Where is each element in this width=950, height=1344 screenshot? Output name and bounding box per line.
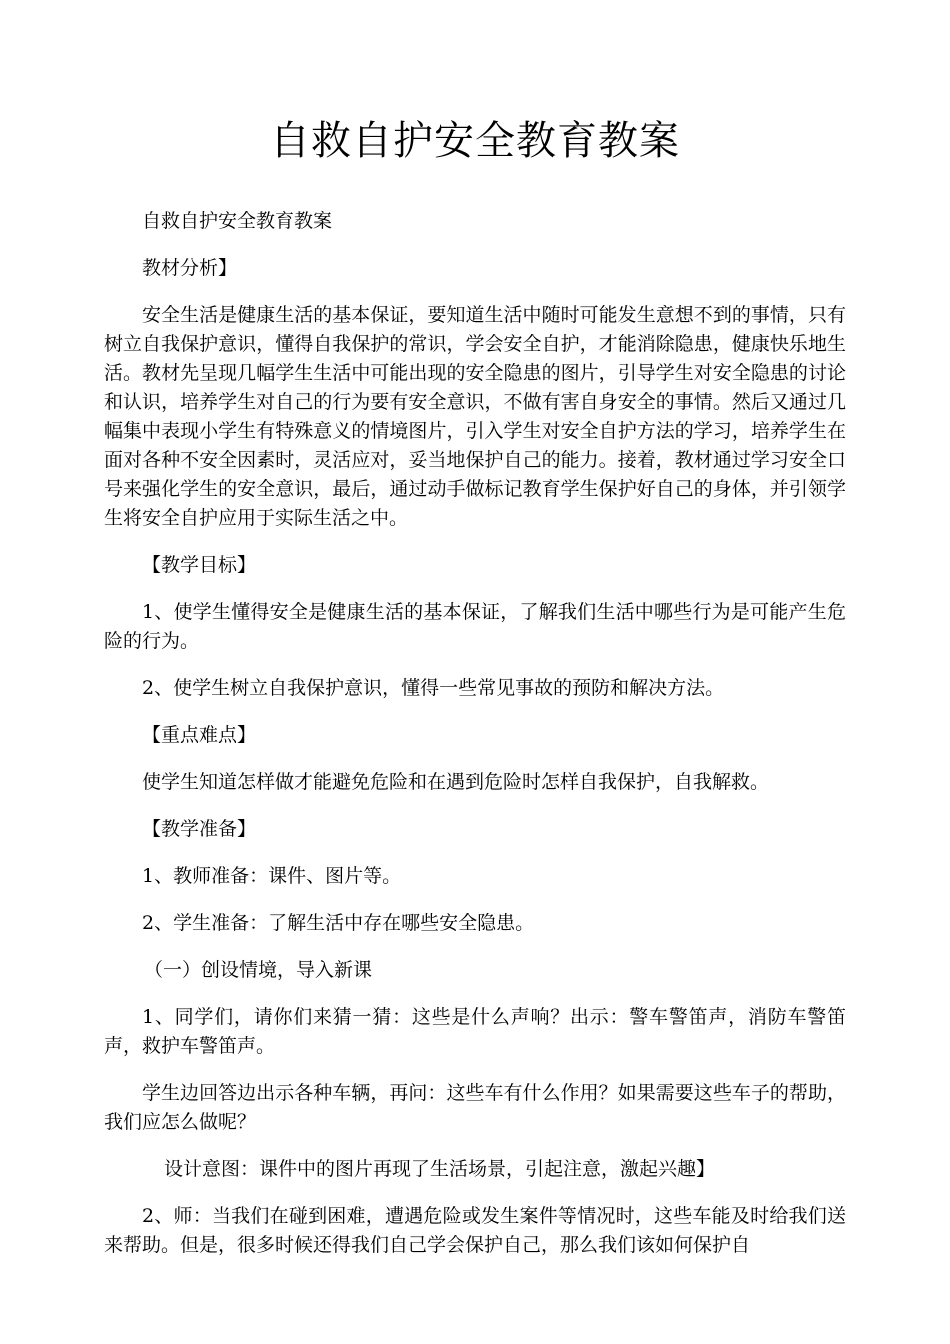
preparation-item-1: 1、教师准备：课件、图片等。 xyxy=(142,865,402,887)
document-body xyxy=(104,207,846,1260)
design-intent-note: 设计意图：课件中的图片再现了生活场景，引起注意，激起兴趣】 xyxy=(164,1158,716,1180)
preparation-item-2: 2、学生准备：了解生活中存在哪些安全隐患。 xyxy=(142,912,535,934)
section-heading-preparation: 【教学准备】 xyxy=(142,818,257,840)
section-heading-key-points: 【重点难点】 xyxy=(142,724,257,746)
section-heading-goals: 【教学目标】 xyxy=(142,554,257,576)
goal-item-1: 1、使学生懂得安全是健康生活的基本保证，了解我们生活中哪些行为是可能产生危险的行为。 xyxy=(104,601,846,652)
subtitle-paragraph: 自救自护安全教育教案 xyxy=(142,210,333,232)
materials-paragraph: 安全生活是健康生活的基本保证，要知道生活中随时可能发生意想不到的事情，只有树立自我保护意识，懂得自我保护的常识，学会安全自护，才能消除隐患，健康快乐地生活。教材先呈现几幅学生生活中可能出现的安全隐患的图片，引导学生对安全隐患的讨论和认识，培养学生对自己的行为要有安全意识，不做有害自身安全的事情。然后又通过几幅集中表现小学生有特殊意义的情境图片，引入学生对安全自护方法的学习，培养学生在面对各种不安全因素时，灵活应对，妥当地保护自己的能力。接着，教材通过学习安全口号来强化学生的安全意识，最后，通过动手做标记教育学生保护好自己的身体，并引领学生将安全自护应用于实际生活之中。 xyxy=(104,304,846,529)
goal-item-2: 2、使学生树立自我保护意识，懂得一些常见事故的预防和解决方法。 xyxy=(142,677,725,699)
section-heading-intro: （一）创设情境，导入新课 xyxy=(144,959,373,981)
key-points-paragraph: 使学生知道怎样做才能避免危险和在遇到危险时怎样自我保护，自我解救。 xyxy=(142,771,770,793)
intro-item-1: 1、同学们，请你们来猜一猜：这些是什么声响？出示：警车警笛声，消防车警笛声，救护车警笛声。 xyxy=(104,1006,846,1057)
document-title: 自救自护安全教育教案 xyxy=(270,118,680,164)
intro-followup-paragraph: 学生边回答边出示各种车辆，再问：这些车有什么作用？如果需要这些车子的帮助，我们应怎么做呢？ xyxy=(104,1082,846,1133)
intro-item-2: 2、师：当我们在碰到困难，遭遇危险或发生案件等情况时，这些车能及时给我们送来帮助。但是，很多时候还得我们自己学会保护自己，那么我们该如何保护自 xyxy=(104,1205,846,1256)
section-heading-materials: 教材分析】 xyxy=(142,257,238,279)
